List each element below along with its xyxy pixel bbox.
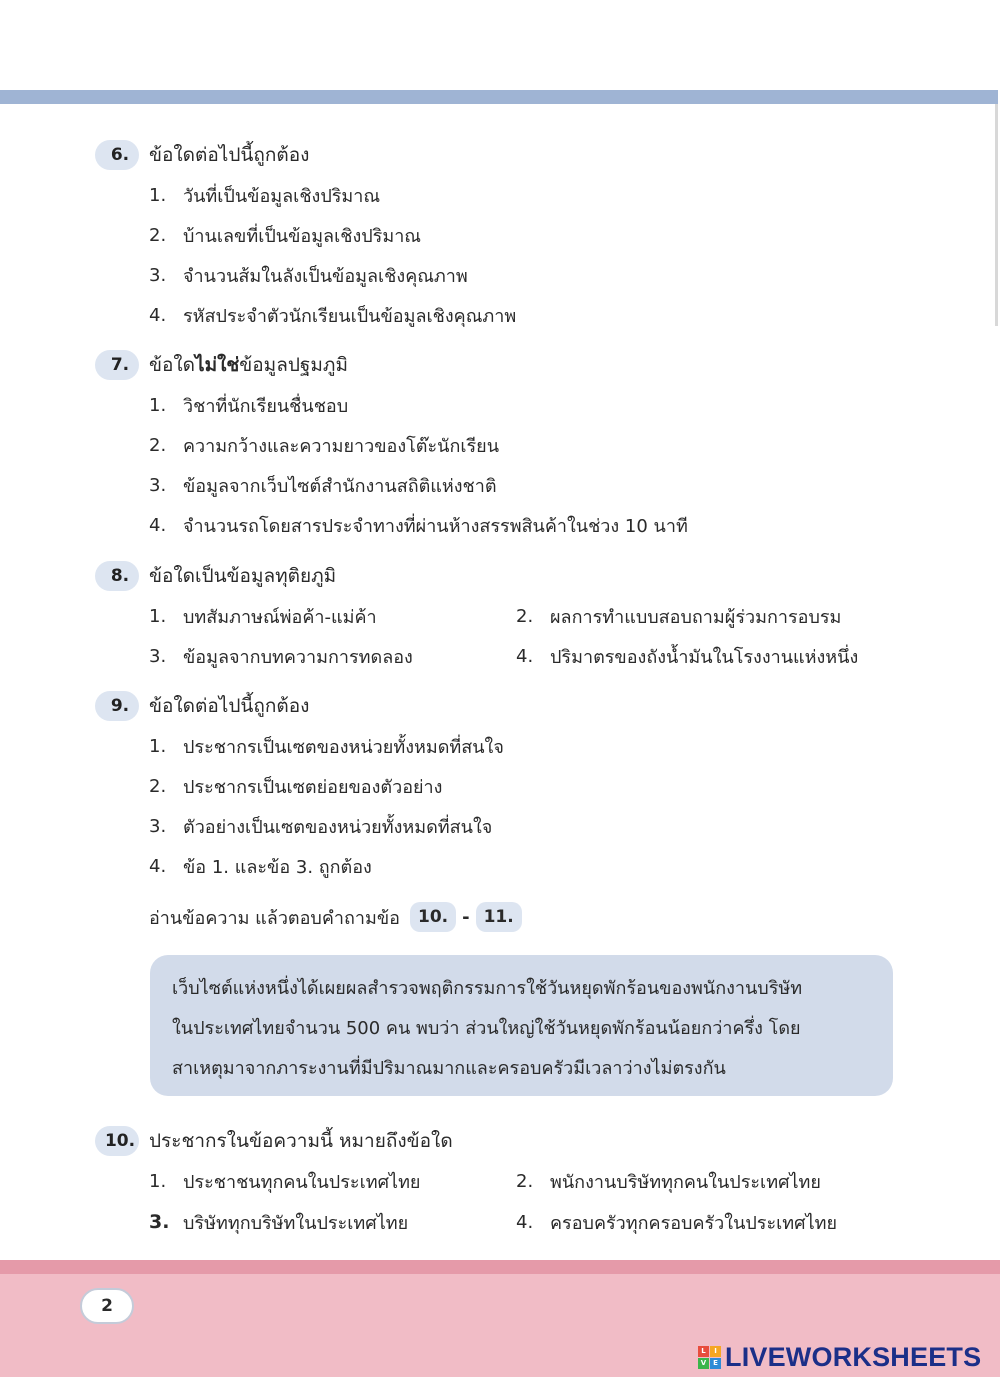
question-6-option-3[interactable]: 3. จำนวนส้มในลังเป็นข้อมูลเชิงคุณภาพ <box>149 261 468 289</box>
option-text: ประชาชนทุกคนในประเทศไทย <box>183 1171 421 1193</box>
option-text: ข้อมูลจากเว็บไซต์สำนักงานสถิติแห่งชาติ <box>183 475 497 497</box>
footer-band-top <box>0 1260 1000 1274</box>
question-8-option-1[interactable]: 1. บทสัมภาษณ์พ่อค้า-แม่ค้า <box>149 602 377 630</box>
emphasis-text: ไม่ใช่ <box>195 354 240 376</box>
question-ref-badge-to: 11. <box>476 902 522 932</box>
liveworksheets-logo-icon: L I V E <box>698 1346 721 1369</box>
question-number-badge: 9. <box>95 691 139 721</box>
option-text: ตัวอย่างเป็นเซตของหน่วยทั้งหมดที่สนใจ <box>183 816 493 838</box>
question-7-heading <box>95 350 348 380</box>
question-number-badge: 10. <box>95 1126 139 1156</box>
option-text: ความกว้างและความยาวของโต๊ะนักเรียน <box>183 435 500 457</box>
option-text: จำนวนรถโดยสารประจำทางที่ผ่านห้างสรรพสินค้าในช่วง 10 นาที <box>183 515 688 537</box>
read-instruction <box>149 901 522 933</box>
question-8-option-2[interactable]: 2. ผลการทำแบบสอบถามผู้ร่วมการอบรม <box>516 602 841 630</box>
question-number-badge: 8. <box>95 561 139 591</box>
question-text: ข้อใดต่อไปนี้ถูกต้อง <box>149 695 310 717</box>
question-10-option-2[interactable]: 2. พนักงานบริษัททุกคนในประเทศไทย <box>516 1167 821 1195</box>
question-8-option-3[interactable]: 3. ข้อมูลจากบทความการทดลอง <box>149 642 413 670</box>
question-6-heading <box>95 140 309 170</box>
question-9-option-3[interactable]: 3. ตัวอย่างเป็นเซตของหน่วยทั้งหมดที่สนใจ <box>149 812 492 840</box>
option-text: ประชากรเป็นเซตย่อยของตัวอย่าง <box>183 776 443 798</box>
page-number: 2 <box>80 1288 134 1324</box>
question-10-option-3[interactable]: 3. บริษัททุกบริษัทในประเทศไทย <box>149 1208 408 1236</box>
question-8-heading <box>95 561 336 591</box>
question-10-option-4[interactable]: 4. ครอบครัวทุกครอบครัวในประเทศไทย <box>516 1208 837 1236</box>
option-text: วันที่เป็นข้อมูลเชิงปริมาณ <box>183 185 381 207</box>
question-number-badge: 6. <box>95 140 139 170</box>
option-text: ผลการทำแบบสอบถามผู้ร่วมการอบรม <box>550 606 842 628</box>
question-ref-badge-from: 10. <box>410 902 456 932</box>
question-text: ข้อใดไม่ใช่ข้อมูลปฐมภูมิ <box>149 354 348 376</box>
page-edge-divider <box>995 104 998 326</box>
option-text: บริษัททุกบริษัทในประเทศไทย <box>183 1212 409 1234</box>
question-6-option-4[interactable]: 4. รหัสประจำตัวนักเรียนเป็นข้อมูลเชิงคุณภาพ <box>149 301 516 329</box>
option-text: บทสัมภาษณ์พ่อค้า-แม่ค้า <box>183 606 377 628</box>
liveworksheets-logo <box>698 1341 981 1373</box>
question-text: ข้อใดเป็นข้อมูลทุติยภูมิ <box>149 565 337 587</box>
reading-passage <box>150 955 893 1096</box>
option-text: ข้อมูลจากบทความการทดลอง <box>183 646 413 668</box>
question-9-option-4[interactable]: 4. ข้อ 1. และข้อ 3. ถูกต้อง <box>149 852 372 880</box>
question-10-option-1[interactable]: 1. ประชาชนทุกคนในประเทศไทย <box>149 1167 420 1195</box>
option-text: ครอบครัวทุกครอบครัวในประเทศไทย <box>550 1212 838 1234</box>
question-9-option-2[interactable]: 2. ประชากรเป็นเซตย่อยของตัวอย่าง <box>149 772 442 800</box>
question-9-option-1[interactable]: 1. ประชากรเป็นเซตของหน่วยทั้งหมดที่สนใจ <box>149 732 504 760</box>
question-6-option-1[interactable]: 1. วันที่เป็นข้อมูลเชิงปริมาณ <box>149 181 380 209</box>
option-text: ข้อ 1. และข้อ 3. ถูกต้อง <box>183 856 372 878</box>
question-9-heading <box>95 691 309 721</box>
option-text: จำนวนส้มในลังเป็นข้อมูลเชิงคุณภาพ <box>183 265 468 287</box>
option-text: บ้านเลขที่เป็นข้อมูลเชิงปริมาณ <box>183 225 422 247</box>
option-text: ประชากรเป็นเซตของหน่วยทั้งหมดที่สนใจ <box>183 736 504 758</box>
brand-name: LIVEWORKSHEETS <box>725 1341 982 1372</box>
question-7-option-4[interactable]: 4. จำนวนรถโดยสารประจำทางที่ผ่านห้างสรรพสินค้าในช่วง 10 นาที <box>149 511 688 539</box>
header-band <box>0 90 998 104</box>
range-dash: - <box>462 906 470 928</box>
option-text: วิชาที่นักเรียนชื่นชอบ <box>183 395 349 417</box>
option-text: พนักงานบริษัททุกคนในประเทศไทย <box>550 1171 821 1193</box>
question-6-option-2[interactable]: 2. บ้านเลขที่เป็นข้อมูลเชิงปริมาณ <box>149 221 421 249</box>
passage-line: เว็บไซต์แห่งหนึ่งได้เผยผลสำรวจพฤติกรรมการใช้วันหยุดพักร้อนของพนักงานบริษัท <box>172 978 803 999</box>
question-7-option-2[interactable]: 2. ความกว้างและความยาวของโต๊ะนักเรียน <box>149 431 499 459</box>
passage-line: สาเหตุมาจากภาระงานที่มีปริมาณมากและครอบครัวมีเวลาว่างไม่ตรงกัน <box>172 1058 726 1079</box>
passage-line: ในประเทศไทยจำนวน 500 คน พบว่า ส่วนใหญ่ใช้วันหยุดพักร้อนน้อยกว่าครึ่ง โดย <box>172 1018 801 1039</box>
question-text: ข้อใดต่อไปนี้ถูกต้อง <box>149 144 310 166</box>
question-number-badge: 7. <box>95 350 139 380</box>
option-text: ปริมาตรของถังน้ำมันในโรงงานแห่งหนึ่ง <box>550 646 859 668</box>
option-text: รหัสประจำตัวนักเรียนเป็นข้อมูลเชิงคุณภาพ <box>183 305 517 327</box>
question-7-option-3[interactable]: 3. ข้อมูลจากเว็บไซต์สำนักงานสถิติแห่งชาติ <box>149 471 497 499</box>
question-8-option-4[interactable]: 4. ปริมาตรของถังน้ำมันในโรงงานแห่งหนึ่ง <box>516 642 858 670</box>
question-7-option-1[interactable]: 1. วิชาที่นักเรียนชื่นชอบ <box>149 391 348 419</box>
question-text: ประชากรในข้อความนี้ หมายถึงข้อใด <box>149 1130 453 1152</box>
question-10-heading <box>95 1126 453 1156</box>
instruction-text: อ่านข้อความ แล้วตอบคำถามข้อ <box>149 907 400 929</box>
